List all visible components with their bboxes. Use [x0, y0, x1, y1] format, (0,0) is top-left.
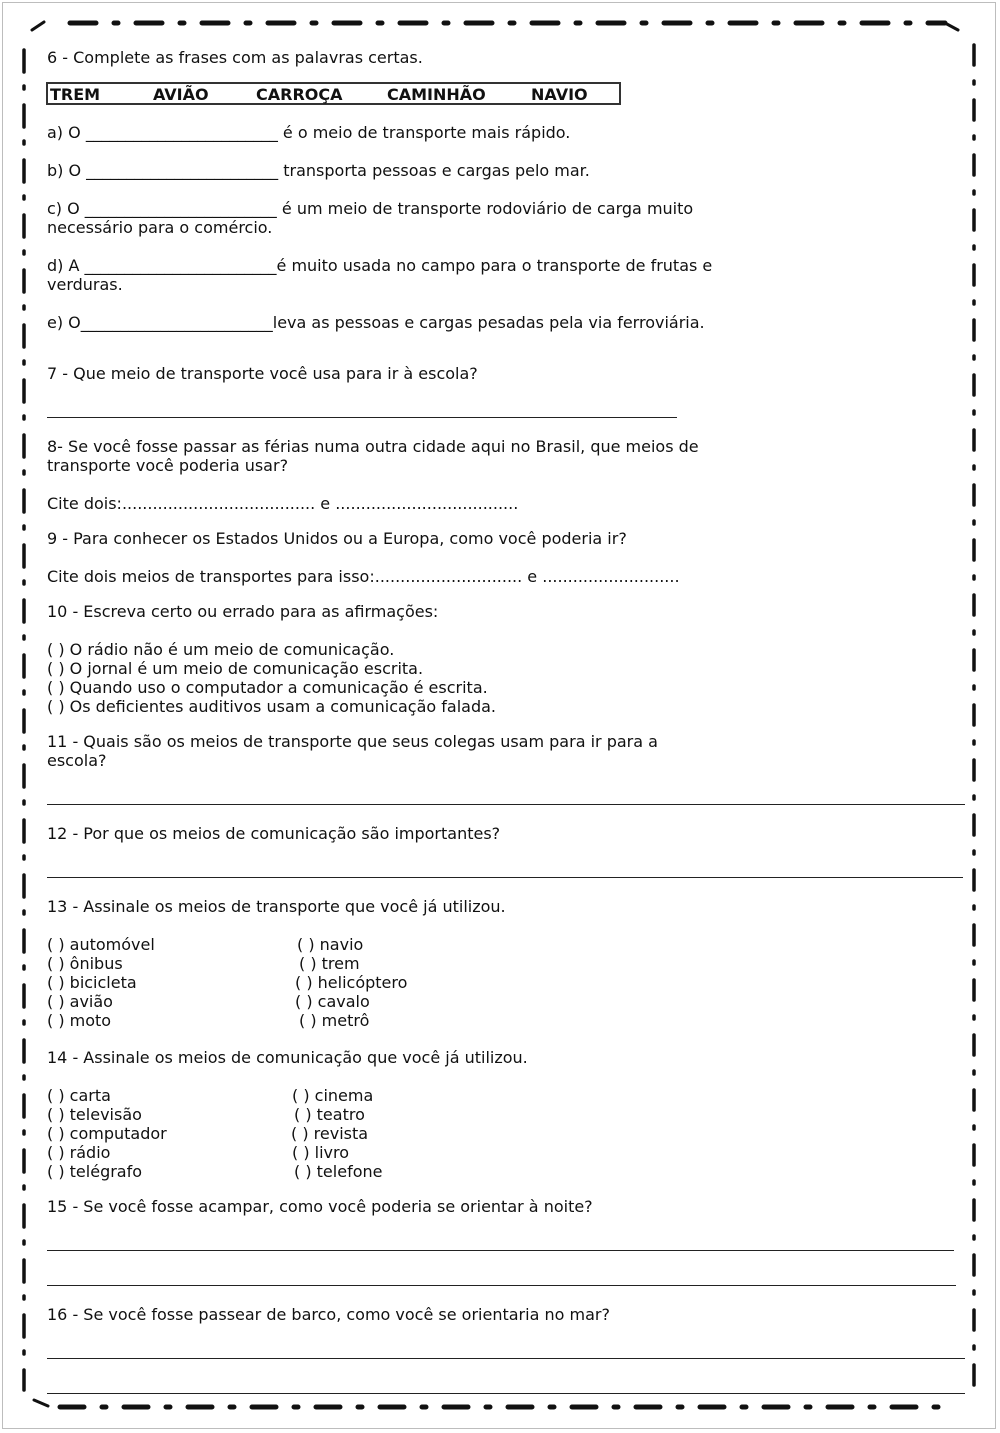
q10-statement[interactable]: ( ) Os deficientes auditivos usam a comunicação falada. [47, 697, 497, 716]
q13-option[interactable]: ( ) bicicleta [47, 973, 137, 992]
q13-option[interactable]: ( ) metrô [299, 1011, 370, 1030]
q14-option[interactable]: ( ) teatro [294, 1105, 365, 1124]
q11-answer-line[interactable] [47, 804, 965, 805]
q13-option[interactable]: ( ) navio [297, 935, 364, 954]
word-bank-item: TREM [50, 85, 101, 104]
q14-option[interactable]: ( ) cinema [292, 1086, 374, 1105]
q14-option[interactable]: ( ) televisão [47, 1105, 142, 1124]
q10-title: 10 - Escreva certo ou errado para as afirmações: [47, 602, 439, 621]
q15-title: 15 - Se você fosse acampar, como você poderia se orientar à noite? [47, 1197, 593, 1216]
q14-option[interactable]: ( ) rádio [47, 1143, 111, 1162]
q8-cite[interactable]: Cite dois:...................................... e .................................... [47, 494, 519, 513]
q13-option[interactable]: ( ) cavalo [295, 992, 370, 1011]
word-bank [46, 82, 621, 105]
q6-title: 6 - Complete as frases com as palavras certas. [47, 48, 423, 67]
word-bank-item: NAVIO [531, 85, 588, 104]
q6-item-e: e) O________________________leva as pessoas e cargas pesadas pela via ferroviária. [47, 313, 705, 332]
q14-option[interactable]: ( ) telégrafo [47, 1162, 143, 1181]
q14-option[interactable]: ( ) carta [47, 1086, 111, 1105]
q15-answer-line[interactable] [47, 1250, 954, 1251]
q13-option[interactable]: ( ) helicóptero [295, 973, 408, 992]
q8-line1: 8- Se você fosse passar as férias numa outra cidade aqui no Brasil, que meios de [47, 437, 699, 456]
q12-answer-line[interactable] [47, 877, 963, 878]
q16-title: 16 - Se você fosse passear de barco, como você se orientaria no mar? [47, 1305, 610, 1324]
q13-option[interactable]: ( ) trem [299, 954, 360, 973]
q6-item-c-line1: c) O ________________________ é um meio de transporte rodoviário de carga muito [47, 199, 694, 218]
q13-option[interactable]: ( ) automóvel [47, 935, 155, 954]
q6-item-b: b) O ________________________ transporta pessoas e cargas pelo mar. [47, 161, 590, 180]
q13-option[interactable]: ( ) moto [47, 1011, 112, 1030]
q10-statement[interactable]: ( ) O rádio não é um meio de comunicação. [47, 640, 395, 659]
q13-option[interactable]: ( ) ônibus [47, 954, 123, 973]
q14-option[interactable]: ( ) telefone [294, 1162, 383, 1181]
q12-title: 12 - Por que os meios de comunicação são importantes? [47, 824, 501, 843]
q14-option[interactable]: ( ) livro [292, 1143, 350, 1162]
q14-option[interactable]: ( ) computador [47, 1124, 167, 1143]
q6-item-d-line1: d) A ________________________é muito usada no campo para o transporte de frutas e [47, 256, 713, 275]
q6-item-a: a) O ________________________ é o meio de transporte mais rápido. [47, 123, 571, 142]
q11-line1: 11 - Quais são os meios de transporte que seus colegas usam para ir para a [47, 732, 658, 751]
q10-statement[interactable]: ( ) Quando uso o computador a comunicação é escrita. [47, 678, 488, 697]
q10-statement[interactable]: ( ) O jornal é um meio de comunicação escrita. [47, 659, 424, 678]
word-bank-item: CAMINHÃO [387, 85, 486, 104]
q16-answer-line[interactable] [47, 1393, 965, 1394]
q13-title: 13 - Assinale os meios de transporte que você já utilizou. [47, 897, 506, 916]
q13-option[interactable]: ( ) avião [47, 992, 113, 1011]
q8-line2: transporte você poderia usar? [47, 456, 289, 475]
q14-title: 14 - Assinale os meios de comunicação que você já utilizou. [47, 1048, 528, 1067]
q15-answer-line[interactable] [47, 1285, 956, 1286]
q7-title: 7 - Que meio de transporte você usa para ir à escola? [47, 364, 478, 383]
q9-title: 9 - Para conhecer os Estados Unidos ou a Europa, como você poderia ir? [47, 529, 627, 548]
q11-line2: escola? [47, 751, 107, 770]
q6-item-c-line2: necessário para o comércio. [47, 218, 273, 237]
q6-item-d-line2: verduras. [47, 275, 123, 294]
q16-answer-line[interactable] [47, 1358, 965, 1359]
q7-answer-line[interactable] [47, 417, 677, 418]
word-bank-item: AVIÃO [153, 85, 209, 104]
word-bank-item: CARROÇA [256, 85, 343, 104]
q14-option[interactable]: ( ) revista [291, 1124, 369, 1143]
q9-cite[interactable]: Cite dois meios de transportes para isso:............................. e ........................... [47, 567, 680, 586]
